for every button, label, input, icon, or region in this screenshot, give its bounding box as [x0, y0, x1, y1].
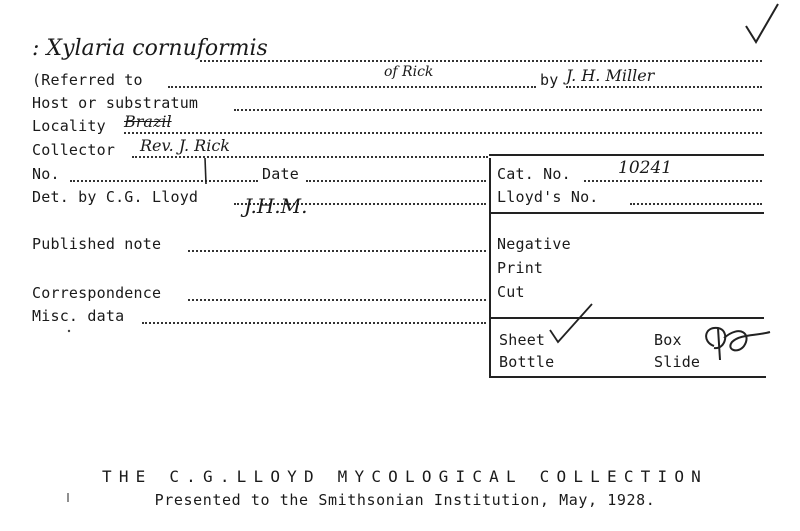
- misc-data-dotted-line: [142, 322, 486, 324]
- collector-label: Collector: [32, 141, 116, 159]
- locality-value: Brazil: [124, 112, 172, 131]
- host-label: Host or substratum: [32, 94, 199, 112]
- locality-dotted-line: [124, 132, 762, 134]
- box-handwritten-mark: [696, 316, 774, 368]
- cat-no-dotted-line: [584, 180, 762, 182]
- check-mark-icon: [744, 2, 780, 46]
- referred-to-label: (Referred to: [32, 71, 143, 89]
- det-by-label: Det. by C.G. Lloyd: [32, 188, 199, 206]
- referred-to-value: of Rick: [384, 64, 434, 80]
- host-dotted-line: [234, 109, 762, 111]
- published-note-dotted-line: [188, 250, 486, 252]
- no-dotted-line: [70, 180, 258, 182]
- misc-data-label: Misc. data: [32, 307, 125, 325]
- referred-by-value: J. H. Miller: [566, 66, 655, 85]
- bottle-label: Bottle: [499, 353, 555, 371]
- by-label: by: [540, 71, 559, 89]
- correspondence-label: Correspondence: [32, 284, 162, 302]
- box-label: Box: [654, 331, 682, 349]
- negative-label: Negative: [497, 235, 571, 253]
- collection-subtitle: Presented to the Smithsonian Institution, May, 1928.: [154, 491, 656, 509]
- cat-no-label: Cat. No.: [497, 165, 571, 183]
- date-dotted-line: [306, 180, 486, 182]
- cat-no-value: 10241: [618, 158, 673, 178]
- stray-mark: [66, 328, 72, 334]
- referred-by-dotted-line: [566, 86, 762, 88]
- sheet-check-mark-icon: [548, 302, 594, 346]
- print-label: Print: [497, 259, 544, 277]
- collection-title: THE C.G.LLOYD MYCOLOGICAL COLLECTION: [102, 467, 708, 486]
- published-note-label: Published note: [32, 235, 162, 253]
- collector-dotted-line: [132, 156, 488, 158]
- cut-label: Cut: [497, 283, 525, 301]
- locality-label: Locality: [32, 117, 106, 135]
- referred-to-dotted-line: [168, 86, 536, 88]
- species-name: : Xylaria cornuformis: [32, 36, 268, 61]
- collector-value: Rev. J. Rick: [140, 136, 230, 155]
- lloyds-no-label: Lloyd's No.: [497, 188, 599, 206]
- collector-rule: [489, 154, 764, 156]
- species-dotted-line: [200, 60, 762, 62]
- lloyds-no-dotted-line: [630, 203, 762, 205]
- det-by-value: J.H.M.: [244, 194, 308, 218]
- date-label: Date: [262, 165, 299, 183]
- correspondence-dotted-line: [188, 299, 486, 301]
- box-upper-rule: [489, 212, 764, 214]
- no-label: No.: [32, 165, 60, 183]
- sheet-label: Sheet: [499, 331, 546, 349]
- slide-label: Slide: [654, 353, 701, 371]
- no-pen-stroke: [200, 156, 210, 186]
